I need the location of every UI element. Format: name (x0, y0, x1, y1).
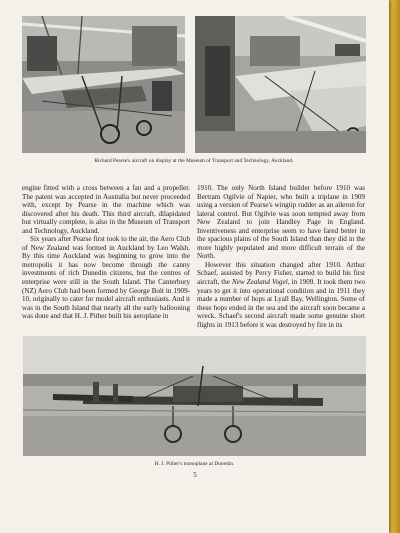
paragraph-text: However this situation changed after 1910. Arthur Schaef, assisted by Percy Fisher, started to build his first aircraft, the (197, 260, 365, 287)
photo-pearse-aircraft-right (195, 16, 366, 153)
caption-top-photos: Richard Pearse's aircraft on display at the Museum of Transport and Technology, Auckland. (94, 158, 294, 164)
paragraph: Six years after Pearse first took to the air, the Aero Club of New Zealand was formed in Auckland by Leo Walsh. By this time Auckland was beginning to grow into the metropolis it has now become through the canny investments of rich Dunedin citizens, but the centres of enterprise were still in the South Island. The Canterbury (NZ) Aero Club had been formed by George Bolt in 1909-10, originally to cater for model aircraft enthusiasts. And it was in the South Island that nearly all the early ballooning was done and that H. J. Pither built his aeroplane in (22, 235, 190, 321)
text-column-right (197, 184, 365, 329)
paragraph: 1910. The only North Island builder before 1910 was Bertram Ogilvie of Napier, who built a triplane in 1909 using a version of Pearse's wingtip rudder as an aileron for lateral control. But Ogilvie was soon tempted away from New Zealand to join Handley Page in England. Inventiveness and enterprise seem to have fared better in the spacious plains of the South Island than they did in the more highly populated and more difficult terrain of the North. (197, 184, 365, 261)
photo-pearse-aircraft-left (22, 16, 185, 153)
page-number: 5 (193, 471, 197, 479)
aircraft-name: New Zealand Vogel (232, 278, 288, 287)
photo-pither-monoplane (23, 336, 366, 456)
paragraph: engine fitted with a cross between a fan and a propeller. The patent was accepted in Australia but never proceeded with, except by Pearse in the machine which was discovered after his death. This third aircraft, dilapidated but virtually complete, is also in the Museum of Transport and Technology, Auckland. (22, 184, 190, 235)
text-column-left (22, 184, 190, 321)
caption-bottom-photo: H. J. Pither's monoplane at Dunedin. (154, 461, 235, 467)
paragraph-text: , in 1909. It took them two years to get it into operational condition and in 1911 they made a number of hops at Lyall Bay, Wellington. Some of these hops ended in the sea and the aircraft soon became a wreck. Schaef's second aircraft made some genuine short flights in 1913 before it was destroyed by fire in its (197, 278, 365, 329)
paragraph (197, 261, 365, 329)
